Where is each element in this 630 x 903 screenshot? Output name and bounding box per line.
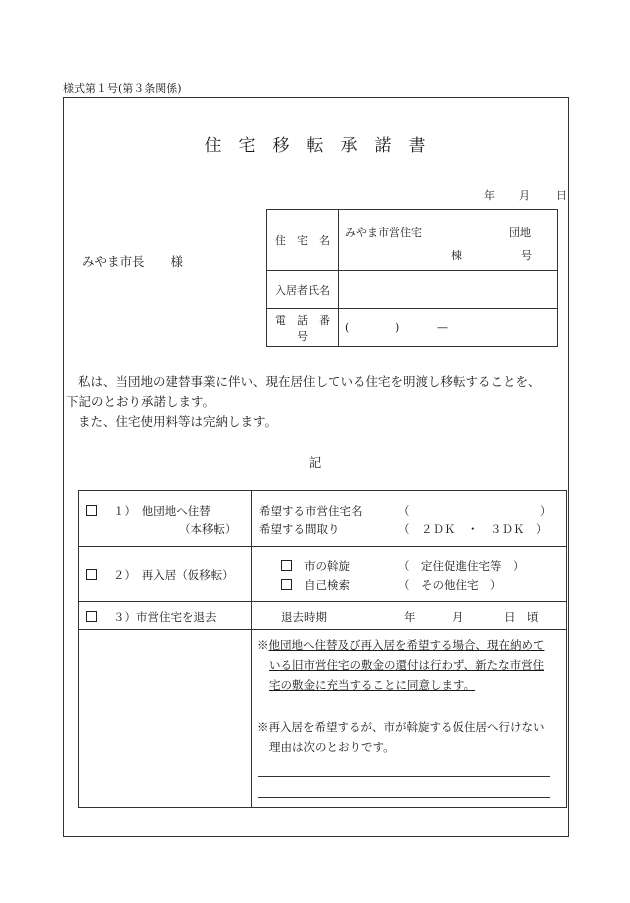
body-line-2: 下記のとおり承諾します。 <box>66 394 216 409</box>
resident-name-field[interactable] <box>339 271 558 309</box>
phone-close-paren: ) <box>395 321 400 334</box>
option-2-details <box>252 547 567 602</box>
reason-line-2[interactable] <box>258 797 550 798</box>
option-1-details <box>252 491 567 547</box>
date-day: 日 <box>556 189 567 202</box>
document-title: 住宅移転承諾書 <box>204 136 443 156</box>
note-1-line-3: 宅の敷金に充当することに同意します。 <box>269 678 476 692</box>
choice-2-note: （ その他住宅 ） <box>398 578 502 592</box>
building-label: 棟 <box>451 249 462 262</box>
desired-housing-label: 希望する市営住宅名 <box>259 504 363 518</box>
option-2-label: ２） 再入居（仮移転） <box>113 568 234 582</box>
note-1-line-2: いる旧市営住宅の敷金の還付は行わず、新たな市営住 <box>269 658 545 672</box>
move-out-year: 年 <box>404 610 416 624</box>
housing-field[interactable] <box>339 210 558 271</box>
option-1-sub: （本移転） <box>179 522 237 536</box>
option-1-checkbox[interactable] <box>86 505 97 516</box>
note-1-line-1: ※他団地へ住替及び再入居を希望する場合、現在納めて <box>257 638 545 652</box>
housing-name: みやま市営住宅 <box>345 226 422 239</box>
choice-1-label: 市の斡旋 <box>304 559 350 573</box>
phone-dash: — <box>437 321 448 334</box>
applicant-info-table <box>266 209 558 347</box>
phone-label: 電 話 番 号 <box>267 309 339 347</box>
notes-blank-cell <box>79 630 252 808</box>
choice-2-checkbox[interactable] <box>281 579 292 590</box>
phone-field[interactable] <box>339 309 558 347</box>
desired-layout-value: （ ２ＤＫ ・ ３ＤＫ ） <box>398 522 548 536</box>
desired-layout-label: 希望する間取り <box>259 522 340 536</box>
body-line-1: 私は、当団地の建替事業に伴い、現在居住している住宅を明渡し移転することを、 <box>78 374 541 389</box>
option-2-checkbox[interactable] <box>86 569 97 580</box>
form-reference: 様式第１号(第３条関係) <box>63 82 182 95</box>
housing-label: 住 宅 名 <box>267 210 339 271</box>
unit-label: 号 <box>521 249 532 262</box>
note-2-line-1: ※再入居を希望するが、市が斡旋する仮住居へ行けない <box>257 720 545 734</box>
option-1-cell[interactable] <box>79 491 252 547</box>
body-line-3: また、住宅使用料等は完納します。 <box>78 414 278 429</box>
desired-housing-open: （ <box>398 504 410 518</box>
option-1-label: １） 他団地へ住替 <box>113 504 211 518</box>
phone-open-paren: ( <box>345 321 350 334</box>
choice-2-label: 自己検索 <box>304 578 350 592</box>
choice-1-note: （ 定住促進住宅等 ） <box>398 559 525 573</box>
addressee <box>82 252 183 270</box>
move-out-month: 月 <box>452 610 464 624</box>
move-out-timing-label: 退去時期 <box>281 610 327 624</box>
option-3-details <box>252 602 567 630</box>
move-out-day: 日 頃 <box>504 610 539 624</box>
choice-1-checkbox[interactable] <box>281 560 292 571</box>
ki-heading: 記 <box>308 455 322 470</box>
desired-housing-close: ） <box>540 504 552 518</box>
reason-line-1[interactable] <box>258 776 550 777</box>
option-3-cell[interactable] <box>79 602 252 630</box>
note-2-line-2: 理由は次のとおりです。 <box>269 740 395 754</box>
resident-label: 入居者氏名 <box>267 271 339 309</box>
relocation-options-table <box>78 490 567 808</box>
addressee-honorific: 様 <box>170 254 184 269</box>
danchi-label: 団地 <box>509 226 531 239</box>
addressee-name: みやま市長 <box>82 254 145 269</box>
option-3-label: ３）市営住宅を退去 <box>113 610 217 624</box>
notes-cell <box>252 630 567 808</box>
option-3-checkbox[interactable] <box>86 611 97 622</box>
date-month: 月 <box>519 189 530 202</box>
note-1-line-1-text: 他団地へ住替及び再入居を希望する場合、現在納めて <box>268 638 545 652</box>
date-year: 年 <box>484 189 495 202</box>
option-2-cell[interactable] <box>79 547 252 602</box>
